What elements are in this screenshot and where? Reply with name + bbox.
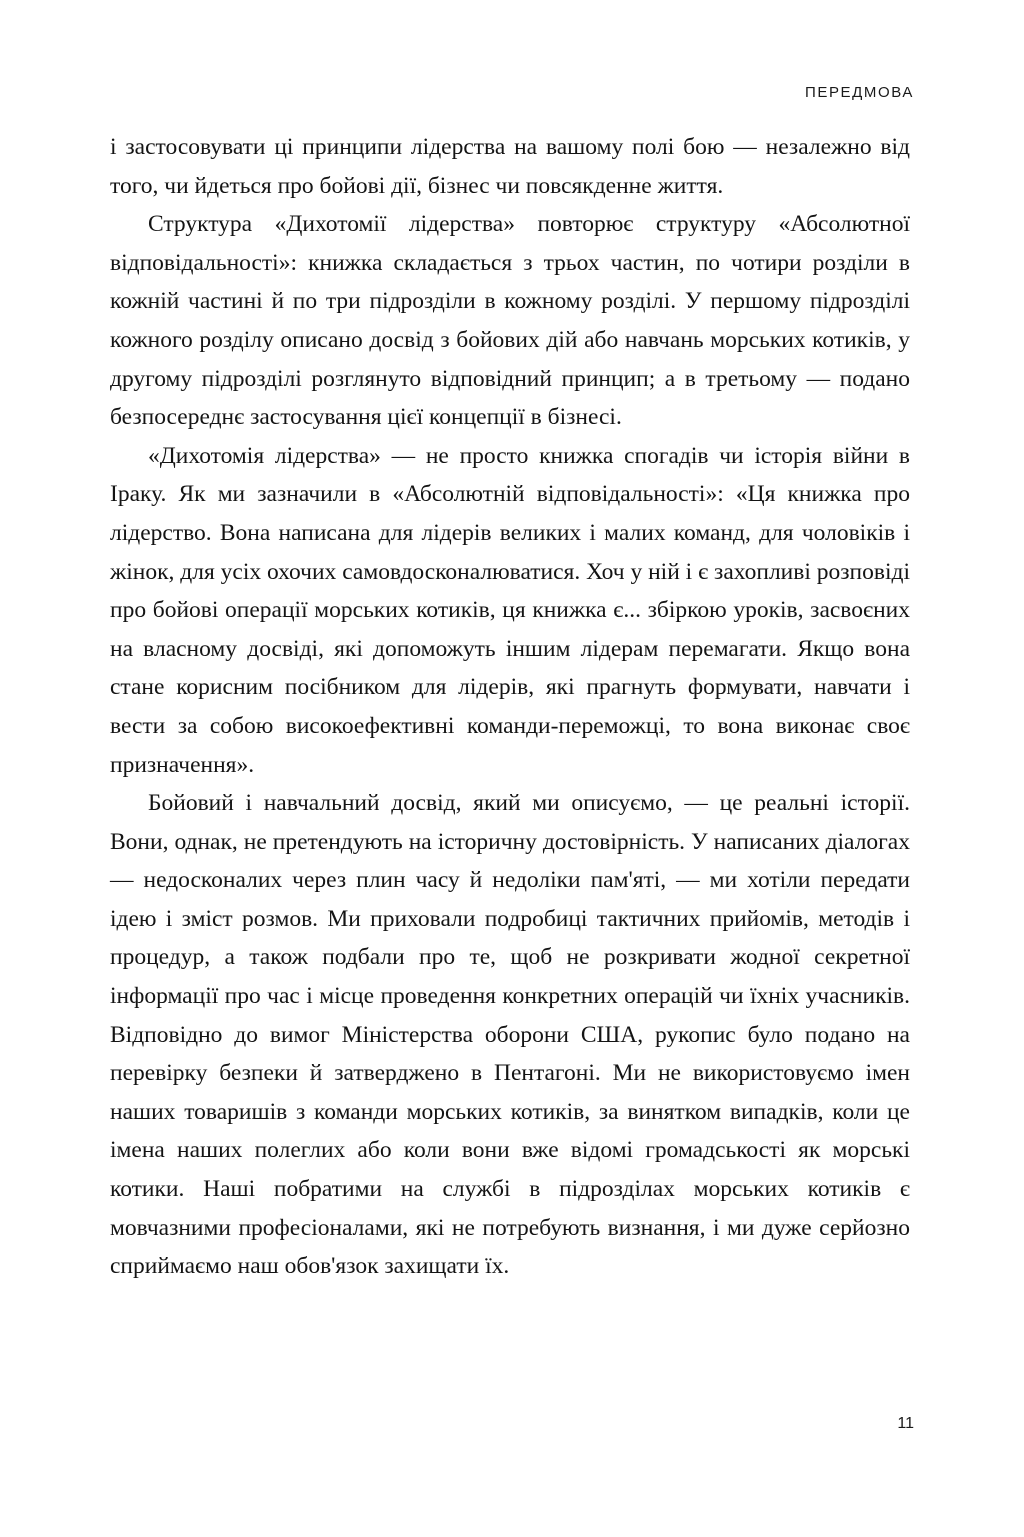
paragraph-continuation: і застосовувати ці принципи лідерства на вашому полі бою — незалежно від того, чи йдеться про бойові дії, бізнес чи повсякденне життя. <box>110 134 910 199</box>
body-text-block <box>110 128 910 1286</box>
paragraph: Структура «Дихотомії лідерства» повторює структуру «Абсолютної відповідальності»: книжка складається з трьох частин, по чотири розділи в кожній частині й по три підрозділи в кожному розділі. У першому підрозділі кожного розділу описано досвід з бойових дій або навчань морських котиків, у другому підрозділі розглянуто відповідний принцип; а в третьому — подано безпосереднє застосування цієї концепції в бізнесі. <box>110 211 910 431</box>
paragraph: Бойовий і навчальний досвід, який ми описуємо, — це реальні історії. Вони, однак, не претендують на історичну достовірність. У написаних діалогах — недосконалих через плин часу й недоліки пам'яті, — ми хотіли передати ідею і зміст розмов. Ми приховали подробиці тактичних прийомів, методів і процедур, а також подбали про те, щоб не розкривати жодної секретної інформації про час і місце проведення конкретних операцій чи їхніх учасників. Відповідно до вимог Міністерства оборони США, рукопис було подано на перевірку безпеки й затверджено в Пентагоні. Ми не використовуємо імен наших товаришів з команди морських котиків, за винятком випадків, коли це імена наших полеглих або коли вони вже відомі громадськості як морські котики. Наші побратими на службі в підрозділах морських котиків є мовчазними професіоналами, які не потребують визнання, і ми дуже серйозно сприймаємо наш обов'язок захищати їх. <box>110 790 910 1280</box>
page-number: 11 <box>897 1415 914 1432</box>
paragraph: «Дихотомія лідерства» — не просто книжка спогадів чи історія війни в Іраку. Як ми зазначили в «Абсолютній відповідальності»: «Ця книжка про лідерство. Вона написана для лідерів великих і малих команд, для чоловіків і жінок, для усіх охочих самовдосконалюватися. Хоч у ній і є захопливі розповіді про бойові операції морських котиків, ця книжка є... збіркою уроків, засвоєних на власному досвіді, які допоможуть іншим лідерам перемагати. Якщо вона стане корисним посібником для лідерів, які прагнуть формувати, навчати і вести за собою високоефективні команди-переможці, то вона виконає своє призначення». <box>110 442 910 778</box>
running-head: ПЕРЕДМОВА <box>804 84 914 101</box>
